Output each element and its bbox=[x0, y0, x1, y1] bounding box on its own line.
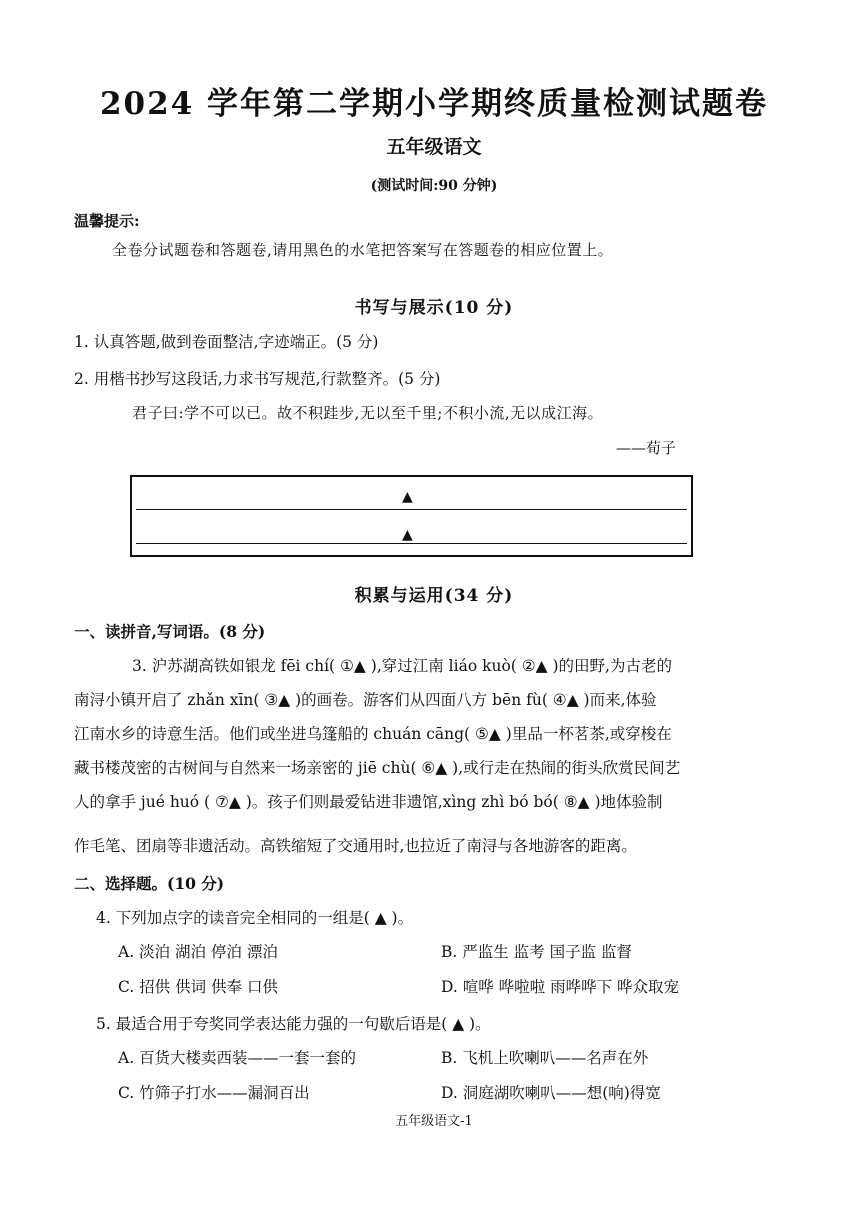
page-footer: 五年级语文-1 bbox=[395, 1114, 473, 1129]
question-5: 5. 最适合用于夸奖同学表达能力强的一句歇后语是( ▲ )。 bbox=[96, 1015, 491, 1033]
q3-line: 藏书楼茂密的古树间与自然来一场亲密的 jiē chù( ⑥▲ ),或行走在热闹的街头欣赏民间艺 bbox=[74, 759, 681, 777]
q4-option-a: A. 淡泊 湖泊 停泊 漂泊 bbox=[118, 943, 278, 961]
page-title: 2024 学年第二学期小学期终质量检测试题卷 bbox=[99, 86, 769, 122]
question-2: 2. 用楷书抄写这段话,力求书写规范,行款整齐。(5 分) bbox=[74, 370, 441, 388]
q3-line: 人的拿手 jué huó ( ⑦▲ )。孩子们则最爱钻进非遗馆,xìng zhì bó bó( ⑧▲ )地体验制 bbox=[74, 793, 663, 811]
subject-title: 五年级语文 bbox=[386, 136, 482, 158]
q4-option-b: B. 严监生 监考 国子监 监督 bbox=[441, 943, 633, 961]
q4-option-d: D. 喧哗 哗啦啦 雨哗哗下 哗众取宠 bbox=[441, 978, 680, 996]
quote-author: ——荀子 bbox=[616, 439, 677, 457]
writing-line bbox=[136, 509, 687, 510]
quote-text: 君子曰:学不可以已。故不积跬步,无以至千里;不积小流,无以成江海。 bbox=[132, 404, 604, 422]
writing-line bbox=[136, 543, 687, 544]
q5-option-d: D. 洞庭湖吹喇叭——想(响)得宽 bbox=[441, 1084, 661, 1102]
question-4: 4. 下列加点字的读音完全相同的一组是( ▲ )。 bbox=[96, 909, 414, 927]
q3-line: 南浔小镇开启了 zhǎn xīn( ③▲ )的画卷。游客们从四面八方 bēn fù( ④▲ )而来,体验 bbox=[74, 691, 657, 709]
answer-marker-icon: ▲ bbox=[402, 527, 413, 543]
tip-text: 全卷分试题卷和答题卷,请用黑色的水笔把答案写在答题卷的相应位置上。 bbox=[112, 241, 614, 259]
q5-option-a: A. 百货大楼卖西装——一套一套的 bbox=[118, 1049, 357, 1067]
q4-option-c: C. 招供 供词 供奉 口供 bbox=[118, 978, 278, 996]
answer-marker-icon: ▲ bbox=[402, 489, 413, 505]
section-accumulation-title: 积累与运用(34 分) bbox=[354, 586, 514, 606]
part1-heading: 一、读拼音,写词语。(8 分) bbox=[74, 622, 266, 641]
part2-heading: 二、选择题。(10 分) bbox=[74, 874, 225, 893]
q3-line: 3. 沪苏湖高铁如银龙 fēi chí( ①▲ ),穿过江南 liáo kuò( ②▲ )的田野,为古老的 bbox=[132, 657, 672, 675]
q3-line: 作毛笔、团扇等非遗活动。高铁缩短了交通用时,也拉近了南浔与各地游客的距离。 bbox=[74, 837, 637, 855]
q3-line: 江南水乡的诗意生活。他们或坐进乌篷船的 chuán cāng( ⑤▲ )里品一杯茗茶,或穿梭在 bbox=[74, 725, 672, 743]
test-duration: (测试时间:90 分钟) bbox=[370, 178, 498, 194]
q5-option-b: B. 飞机上吹喇叭——名声在外 bbox=[441, 1049, 649, 1067]
q5-option-c: C. 竹筛子打水——漏洞百出 bbox=[118, 1084, 310, 1102]
question-1: 1. 认真答题,做到卷面整洁,字迹端正。(5 分) bbox=[74, 333, 379, 351]
tip-label: 温馨提示: bbox=[74, 212, 140, 230]
section-writing-title: 书写与展示(10 分) bbox=[354, 298, 514, 318]
copy-writing-box bbox=[130, 475, 693, 557]
